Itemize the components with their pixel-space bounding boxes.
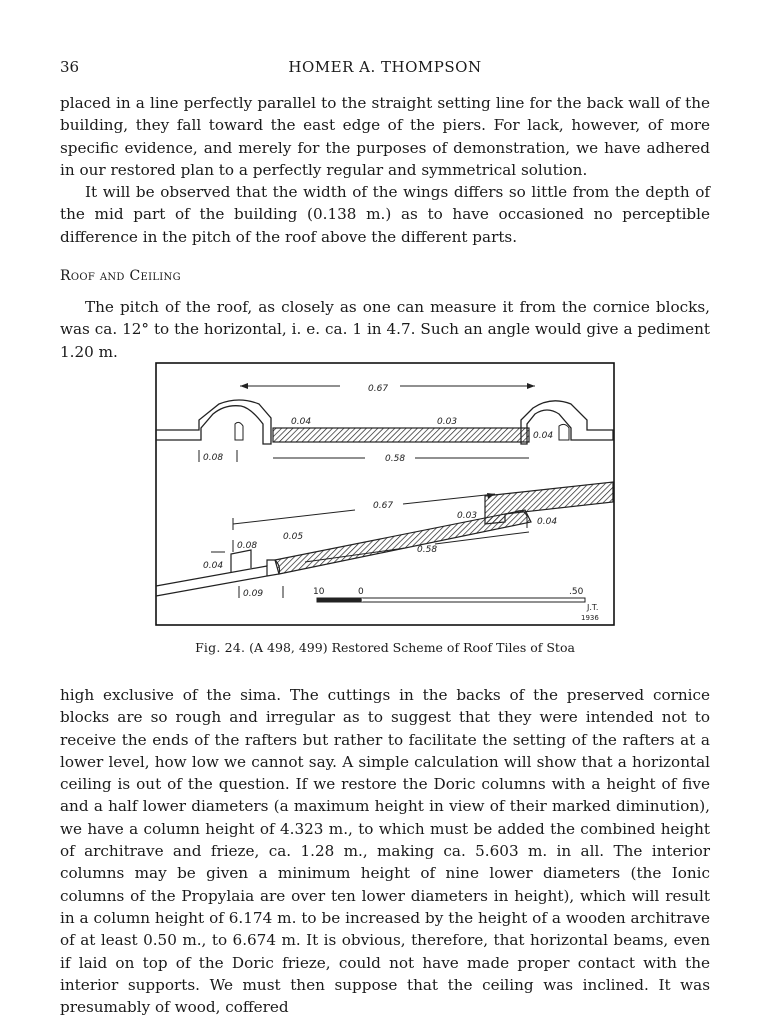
paragraph-3: The pitch of the roof, as closely as one can measure it from the cornice blocks, was ca. 12° to the horizontal, i. e. ca. 1 in 4.7. Such an angle would give a pediment 1.20 m. xyxy=(60,298,710,361)
bottom-section-view xyxy=(156,482,613,599)
scale-zero-label: 0 xyxy=(358,587,364,597)
draftsman-initials: J.T. xyxy=(587,603,599,612)
figure-caption xyxy=(60,640,710,655)
bottom-bottom-dim: 0.58 xyxy=(417,545,438,555)
bottom-left-b-dim: 0.04 xyxy=(203,561,224,571)
scale-start-label: 10 xyxy=(313,587,325,597)
section-heading: Roof and Ceiling xyxy=(60,268,181,284)
caption-text: Restored Scheme of Roof Tiles of Stoa xyxy=(331,640,575,655)
bottom-upper-a-dim: 0.05 xyxy=(283,532,304,542)
page-header xyxy=(60,58,710,80)
page-number: 36 xyxy=(60,58,80,76)
top-left-offset-dim: 0.08 xyxy=(203,453,224,463)
caption-label: Fig. 24. xyxy=(195,640,246,655)
top-right-small-dim: 0.04 xyxy=(533,431,554,441)
paragraph-2: It will be observed that the width of the wings differs so little from the depth of the mid part of the building (0.138 m.) as to have occasioned no perceptible difference in the pitch of the roof above the different parts. xyxy=(60,183,710,246)
top-pan-tile xyxy=(273,428,529,442)
bottom-left-a-dim: 0.08 xyxy=(237,541,258,551)
scale-bar xyxy=(313,587,585,602)
running-title: HOMER A. THOMPSON xyxy=(288,58,482,76)
caption-ref: (A 498, 499) xyxy=(249,640,328,655)
top-left-thick-dim: 0.04 xyxy=(291,417,312,427)
roof-tile-drawing xyxy=(155,362,615,626)
top-overall-dim: 0.67 xyxy=(368,384,389,394)
bottom-right-small-dim: 0.04 xyxy=(537,517,558,527)
bottom-upper-b-dim: 0.03 xyxy=(457,511,478,521)
figure-roof-tiles xyxy=(155,362,615,626)
bottom-overall-dim: 0.67 xyxy=(373,501,394,511)
scale-end-label: .50 xyxy=(569,587,584,597)
drawing-year: 1936 xyxy=(581,614,599,622)
bottom-left-c-dim: 0.09 xyxy=(243,589,264,599)
paragraph-1: placed in a line perfectly parallel to the straight setting line for the back wall of the building, they fall toward the east edge of the piers. For lack, however, of more specific evidence, and merely for the purposes of demonstration, we have adhered in our restored plan to a perfectly regular and symmetrical solution. xyxy=(60,94,710,179)
top-bottom-dim: 0.58 xyxy=(385,454,406,464)
paragraph-4: high exclusive of the sima. The cuttings in the backs of the preserved cornice blocks are so rough and irregular as to suggest that they were intended not to receive the ends of the rafters but rather to facilitate the setting of the rafters at a lower level, how low we cannot say. A simple calculation will show that a horizontal ceiling is out of the question. If we restore the Doric columns with a height of five and a half lower diameters (a maximum height in view of their marked diminution), we have a column height of 4.323 m., to which must be added the combined height of architrave and frieze, ca. 1.28 m., making ca. 5.603 m. in all. The interior columns may be given a minimum height of nine lower diameters (the Ionic columns of the Propylaia are over ten lower diameters in height), which will result in a column height of 6.174 m. to be increased by the height of a wooden architrave of at least 0.50 m., to 6.674 m. It is obvious, therefore, that horizontal beams, even if laid on top of the Doric frieze, could not have made proper contact with the interior supports. We must then suppose that the ceiling was inclined. It was presumably of wood, coffered xyxy=(60,686,710,1017)
top-section-view xyxy=(156,383,613,464)
top-right-thick-dim: 0.03 xyxy=(437,417,458,427)
